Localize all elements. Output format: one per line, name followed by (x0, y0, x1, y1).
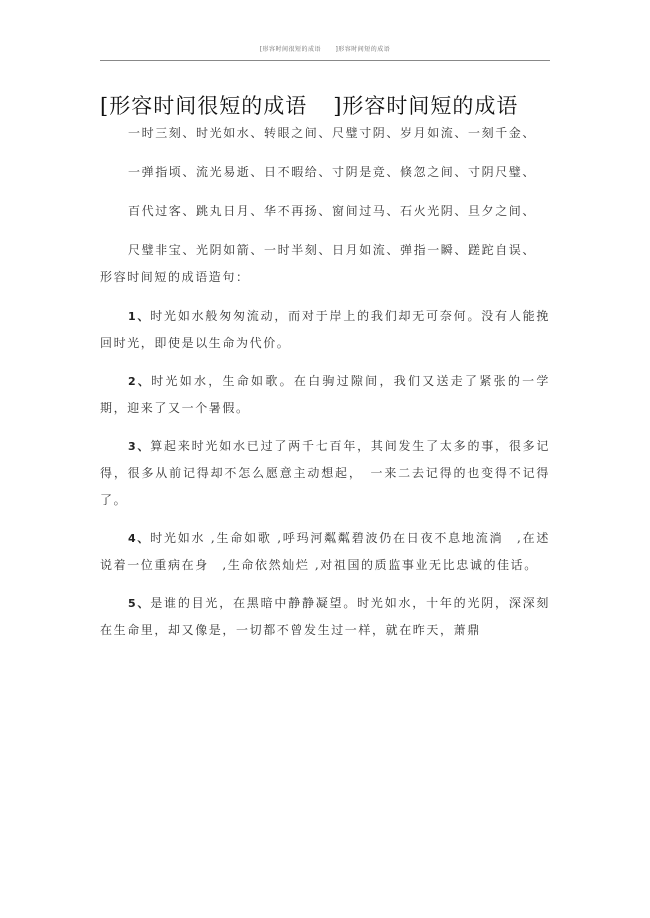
example-sentence-4 (100, 525, 550, 579)
example-sentence-5 (100, 590, 550, 644)
example-sentence-1 (100, 303, 550, 357)
title-part-2: ]形容时间短的成语 (333, 94, 519, 118)
document-body (100, 120, 550, 655)
example-sentence-3 (100, 433, 550, 514)
example-sentence-2 (100, 368, 550, 422)
example-number: 3、 (128, 440, 151, 453)
idiom-paragraph-3: 百代过客、跳丸日月、华不再扬、窗间过马、石火光阴、旦夕之间、 (128, 204, 537, 218)
example-number: 4、 (128, 532, 151, 545)
example-text: 时光如水般匆匆流动，而对于岸上的我们却无可奈何。没有人能挽回时光，即使是以生命为代价。 (100, 309, 551, 350)
idiom-paragraph-4-text: 尺璧非宝、光阴如箭、一时半刻、日月如流、弹指一瞬、蹉跎自误、 (128, 243, 531, 257)
example-text: 时光如水 ,生命如歌 ,呼玛河粼粼碧波仍在日夜不息地流淌 ,在述说着一位重病在身 ,生命依然灿烂 ,对祖国的质监事业无比忠诚的佳话。 (100, 531, 550, 572)
example-text: 时光如水，生命如歌。在白驹过隙间，我们又送走了紧张的一学期，迎来了又一个暑假。 (100, 374, 550, 415)
example-text: 是谁的目光，在黑暗中静静凝望。时光如水，十年的光阴，深深刻在生命里，却又像是，一切都不曾发生过一样，就在昨天，萧鼎 (100, 596, 551, 637)
example-number: 5、 (128, 597, 151, 610)
header-divider (100, 60, 550, 61)
example-number: 1、 (128, 310, 151, 323)
idiom-paragraph-1: 一时三刻、时光如水、转眼之间、尺璧寸阴、岁月如流、一刻千金、 (128, 126, 537, 140)
example-number: 2、 (128, 375, 152, 388)
idiom-paragraph-4 (100, 237, 550, 291)
example-text: 算起来时光如水已过了两千七百年，其间发生了太多的事，很多记得，很多从前记得却不怎么愿意主动想起， 一来二去记得的也变得不记得了。 (100, 439, 551, 507)
page-title (100, 90, 560, 120)
running-header-right: ]形容时间短的成语 (335, 46, 391, 53)
title-part-1: [形容时间很短的成语 (100, 94, 308, 118)
running-header (100, 44, 550, 58)
examples-heading: 形容时间短的成语造句： (100, 270, 250, 284)
idiom-paragraph-2: 一弹指顷、流光易逝、日不暇给、寸阴是竞、倏忽之间、寸阴尺璧、 (128, 165, 537, 179)
running-header-left: [形容时间很短的成语 (259, 46, 322, 53)
